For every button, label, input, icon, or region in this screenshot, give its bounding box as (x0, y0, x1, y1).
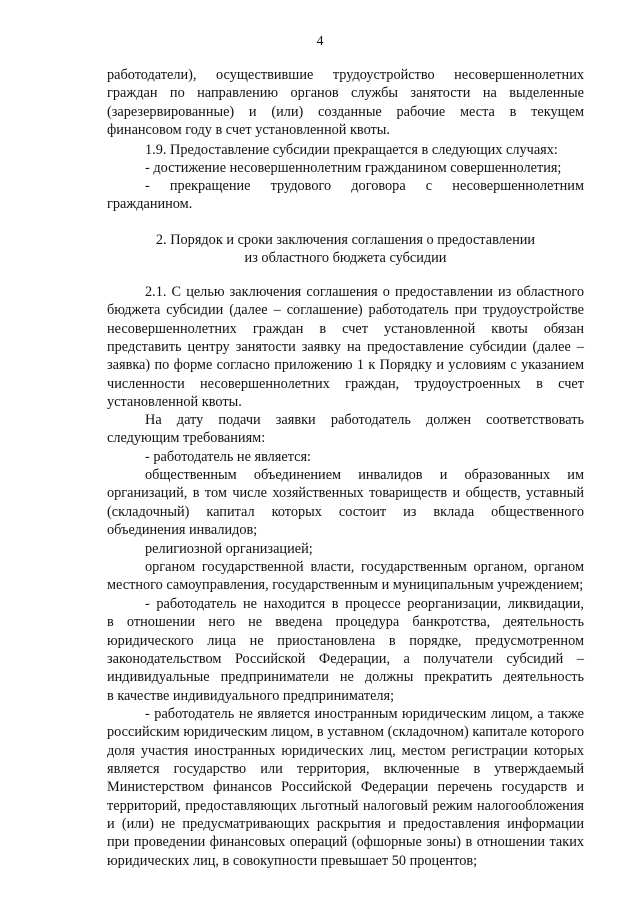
paragraph-religious (107, 540, 584, 558)
text-line: - работодатель не является: (145, 449, 312, 465)
text-line: численности несовершеннолетних граждан, трудоустроенных в счет (107, 375, 584, 392)
text-line: - работодатель не находится в процессе реорганизации, ликвидации, (145, 596, 584, 612)
text-line: в качестве индивидуального предпринимателя; (107, 687, 395, 704)
text-line: несовершеннолетних граждан в счет установленной квоты обязан (107, 320, 584, 337)
text-line: российским юридическим лицом, в уставном (складочном) капитале которого (107, 724, 584, 741)
paragraph-2-1 (107, 283, 584, 411)
text-line: законодательством Российской Федерации, а получатели субсидий – (107, 651, 584, 668)
paragraph-not-is (107, 448, 584, 466)
text-line: в отношении него не введена процедура банкротства, деятельность (107, 614, 584, 631)
text-line: установленной квоты. (107, 394, 242, 411)
text-line: - работодатель не является иностранным юридическим лицом, а также (145, 706, 584, 722)
text-line: (складочный) капитал которых состоит из вклада общественного (107, 503, 584, 520)
text-line: организаций, в том числе хозяйственных товариществ и обществ, уставный (107, 485, 584, 502)
text-line: (зарезервированные) и (или) созданные рабочие места в текущем (107, 103, 584, 120)
text-line: следующим требованиям: (107, 430, 266, 447)
text-line: бюджета субсидии (далее – соглашение) работодатель при трудоустройстве (107, 302, 584, 319)
text-line: при проведении финансовых операций (офшорные зоны) в отношении таких (107, 834, 584, 851)
paragraph-1-9 (107, 141, 584, 159)
text-line: объединения инвалидов; (107, 522, 258, 539)
text-line: 2.1. С целью заключения соглашения о предоставлении из областного (145, 284, 584, 300)
text-line: юридического лица не приостановлена в порядке, предусмотренном (107, 632, 584, 649)
text-line: граждан по направлению органов службы занятости на выделенные (107, 85, 584, 102)
paragraph-application-date (107, 411, 584, 448)
paragraph-reach-majority (107, 159, 584, 177)
text-line: работодатели), осуществившие трудоустройство несовершеннолетних (107, 67, 584, 83)
text-line: - достижение несовершеннолетним гражданином совершеннолетия; (145, 160, 562, 176)
text-line: органом государственной власти, государственным органом, органом (145, 559, 584, 575)
section-title-line: 2. Порядок и сроки заключения соглашения о предоставлении (155, 232, 536, 248)
paragraph-reorganization (107, 595, 584, 705)
section-title (107, 231, 584, 268)
text-line: индивидуальные предприниматели не должны прекратить деятельность (107, 669, 584, 686)
paragraph-contract-termination (107, 177, 584, 214)
text-line: местного самоуправления, государственным и муниципальным учреждением; (107, 577, 584, 594)
text-line: общественным объединением инвалидов и образованных им (145, 467, 584, 483)
text-line: На дату подачи заявки работодатель должен соответствовать (145, 412, 584, 428)
section-title-line: из областного бюджета субсидии (244, 250, 447, 267)
page-number: 4 (316, 34, 324, 49)
text-line: гражданином. (107, 196, 193, 213)
paragraph-foreign-entity (107, 705, 584, 870)
text-line: религиозной организацией; (145, 541, 313, 557)
text-line: - прекращение трудового договора с несовершеннолетним (145, 178, 584, 194)
text-line: территорий, предоставляющих льготный налоговый режим налогообложения (107, 797, 584, 814)
text-line: Министерством финансов Российской Федерации перечень государств и (107, 779, 584, 796)
text-line: является государство или территория, включенные в утверждаемый (107, 761, 584, 778)
text-line: заявка) по форме согласно приложению 1 к Порядку и условиям с указанием (107, 357, 584, 374)
text-line: юридических лиц, в совокупности превышает 50 процентов; (107, 852, 478, 869)
text-line: финансовом году в счет установленной квоты. (107, 122, 390, 139)
text-line: доля участия иностранных юридических лиц, местом регистрации которых (107, 742, 584, 759)
text-line: 1.9. Предоставление субсидии прекращается в следующих случаях: (145, 142, 558, 158)
paragraph-public-association (107, 466, 584, 539)
paragraph-intro (107, 66, 584, 139)
text-line: и (или) не предусматривающих раскрытия и предоставления информации (107, 816, 584, 833)
paragraph-state-body (107, 558, 584, 595)
text-line: представить центру занятости заявку на предоставление субсидии (далее – (107, 339, 584, 356)
